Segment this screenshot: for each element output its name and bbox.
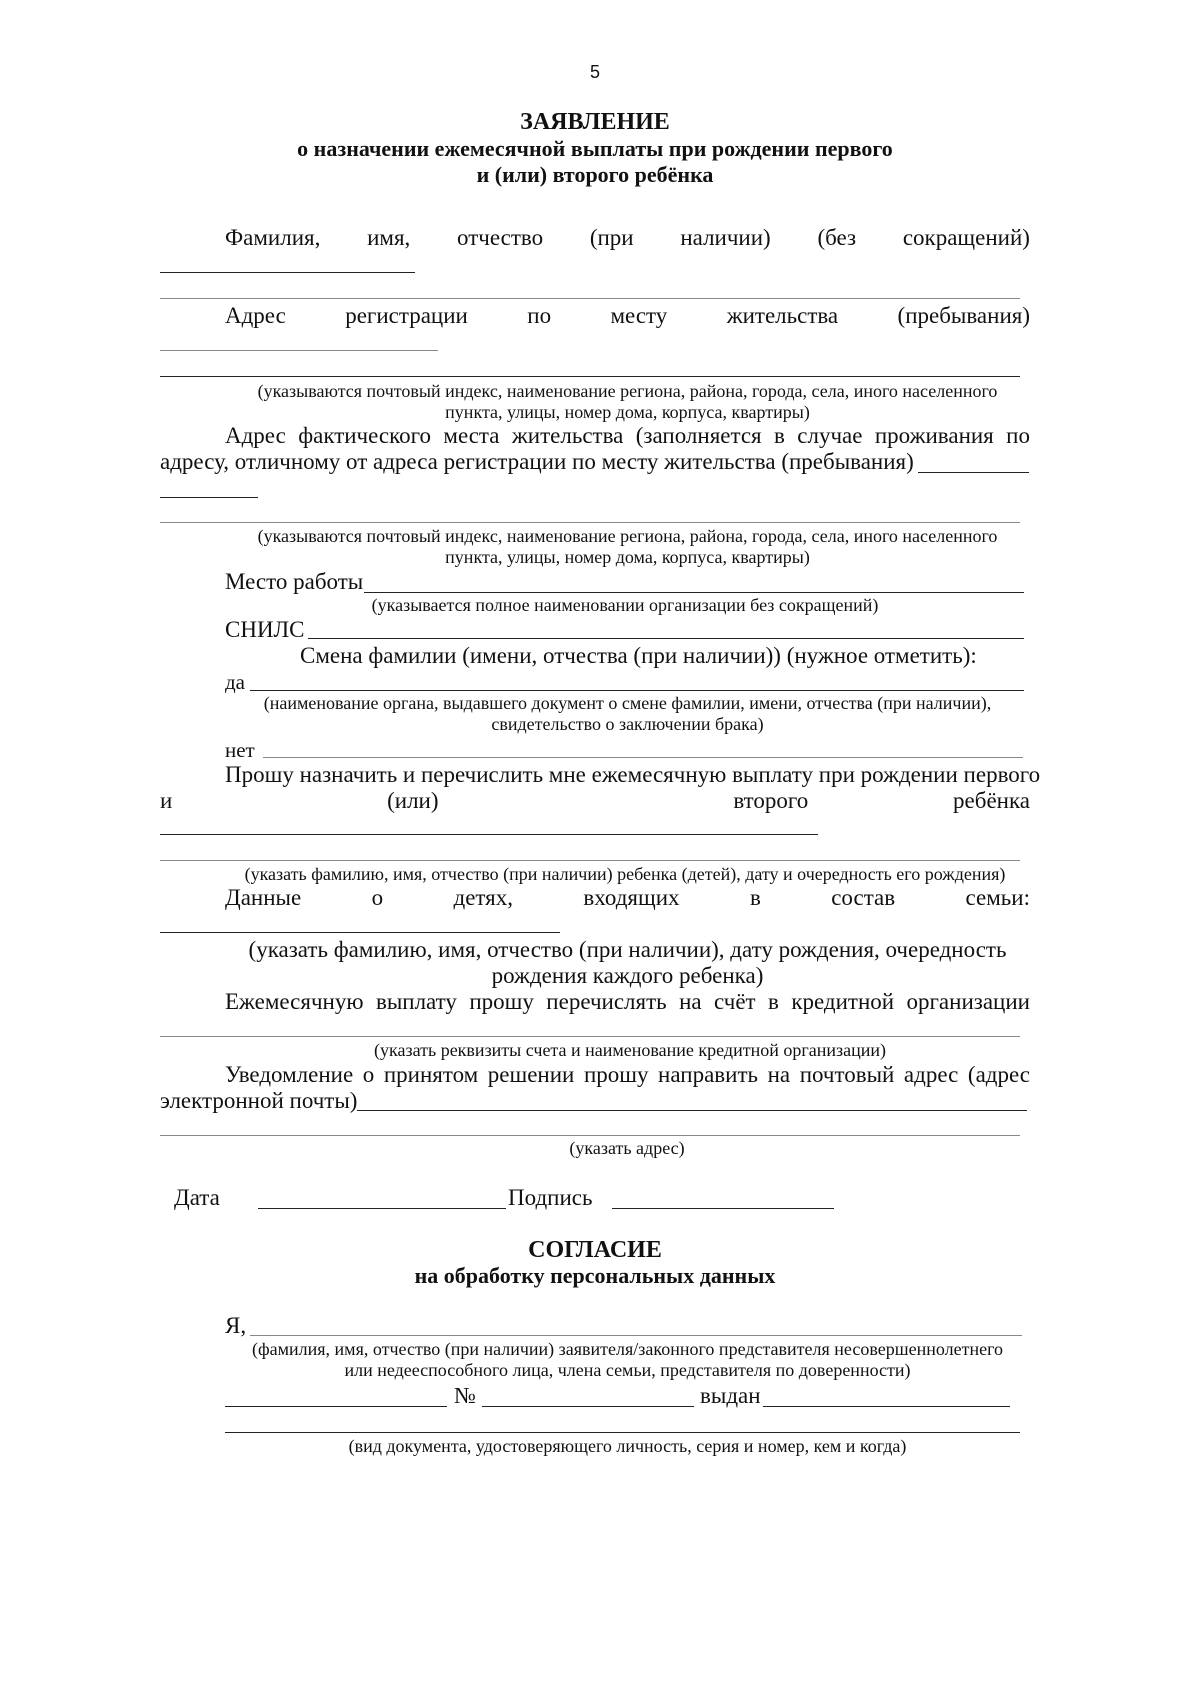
children-hint-1: (указать фамилию, имя, отчество (при наличии), дату рождения, очередность [248, 937, 1007, 962]
actual-address-field[interactable] [918, 472, 1029, 473]
consent-title: СОГЛАСИЕ [528, 1237, 662, 1263]
actual-address-label-2: адресу, отличному от адреса регистрации по месту жительства (пребывания) [160, 449, 914, 474]
actual-address-field-3[interactable] [160, 522, 1020, 523]
actual-address-hint-2: пункта, улицы, номер дома, корпуса, квартиры) [445, 547, 810, 567]
page-number: 5 [590, 62, 601, 82]
document-number-field[interactable] [482, 1406, 694, 1407]
notify-field[interactable] [357, 1110, 1027, 1111]
children-field[interactable] [160, 932, 560, 933]
consent-name-hint-1: (фамилия, имя, отчество (при наличии) заявителя/законного представителя несовершеннолетнего [251, 1339, 1004, 1359]
yes-label: да [225, 670, 246, 694]
consent-name-hint-2: или недееспособного лица, члена семьи, представителя по доверенности) [344, 1360, 911, 1380]
issued-label: выдан [700, 1383, 761, 1408]
payment-label: Ежемесячную выплату прошу перечислять на счёт в кредитной организации [225, 989, 1030, 1014]
no-label: нет [225, 738, 255, 762]
notify-line-2: электронной почты) [160, 1088, 358, 1113]
name-change-label: Смена фамилии (имени, отчества (при наличии)) (нужное отметить): [300, 643, 977, 668]
notify-line-1: Уведомление о принятом решении прошу направить на почтовый адрес (адрес [225, 1062, 1030, 1087]
reg-address-field[interactable] [160, 350, 438, 351]
fio-field[interactable] [160, 272, 415, 273]
application-title: ЗАЯВЛЕНИЕ [520, 109, 670, 135]
actual-address-label-1: Адрес фактического места жительства (заполняется в случае проживания по [225, 423, 1030, 448]
date-label: Дата [174, 1185, 220, 1210]
document-details-field[interactable] [225, 1432, 1020, 1433]
reg-address-label: Адрес регистрации по месту жительства (пребывания) [225, 303, 1030, 328]
document-hint: (вид документа, удостоверяющего личность, серия и номер, кем и когда) [348, 1436, 907, 1456]
reg-address-hint-2: пункта, улицы, номер дома, корпуса, квартиры) [445, 402, 810, 422]
workplace-label: Место работы [225, 569, 364, 594]
application-subtitle-1: о назначении ежемесячной выплаты при рождении первого [297, 136, 893, 161]
date-field[interactable] [258, 1208, 506, 1209]
notify-field-2[interactable] [160, 1135, 1020, 1136]
actual-address-field-2[interactable] [160, 497, 258, 498]
consent-name-field[interactable] [250, 1335, 1022, 1336]
request-line-2: и (или) второго ребёнка [160, 788, 1030, 813]
consent-i-label: Я, [225, 1313, 247, 1338]
children-label: Данные о детях, входящих в состав семьи: [225, 885, 1030, 910]
bank-field[interactable] [160, 1036, 1020, 1037]
snils-label: СНИЛС [225, 617, 305, 642]
consent-subtitle: на обработку персональных данных [414, 1263, 776, 1288]
bank-hint: (указать реквизиты счета и наименование кредитной организации) [374, 1040, 886, 1060]
issued-by-field[interactable] [763, 1406, 1010, 1407]
reg-address-field-2[interactable] [160, 376, 1020, 377]
children-hint-2: рождения каждого ребенка) [491, 963, 764, 988]
workplace-hint: (указывается полное наименовании организации без сокращений) [371, 595, 879, 615]
fio-field-2[interactable] [160, 298, 1020, 299]
child-hint: (указать фамилию, имя, отчество (при наличии) ребенка (детей), дату и очередность его рождения) [244, 864, 1006, 884]
yes-hint-2: свидетельство о заключении брака) [491, 714, 764, 734]
child-field-2[interactable] [160, 860, 1020, 861]
request-line-1: Прошу назначить и перечислить мне ежемесячную выплату при рождении первого [225, 762, 1041, 787]
signature-label: Подпись [508, 1185, 593, 1210]
fio-label: Фамилия, имя, отчество (при наличии) (без сокращений) [225, 225, 1030, 250]
yes-field[interactable] [250, 690, 1024, 691]
actual-address-hint-1: (указываются почтовый индекс, наименование региона, района, города, села, иного населенного [257, 526, 998, 546]
reg-address-hint-1: (указываются почтовый индекс, наименование региона, района, города, села, иного населенного [257, 381, 998, 401]
yes-hint-1: (наименование органа, выдавшего документ о смене фамилии, имени, отчества (при наличии), [263, 693, 992, 713]
application-subtitle-2: и (или) второго ребёнка [476, 162, 714, 187]
child-field[interactable] [160, 834, 818, 835]
number-sign: № [454, 1383, 476, 1408]
snils-field[interactable] [308, 638, 1024, 639]
no-field[interactable] [263, 757, 1023, 758]
workplace-field[interactable] [364, 592, 1024, 593]
signature-field[interactable] [612, 1208, 834, 1209]
notify-hint: (указать адрес) [569, 1138, 685, 1158]
document-type-field[interactable] [225, 1406, 447, 1407]
